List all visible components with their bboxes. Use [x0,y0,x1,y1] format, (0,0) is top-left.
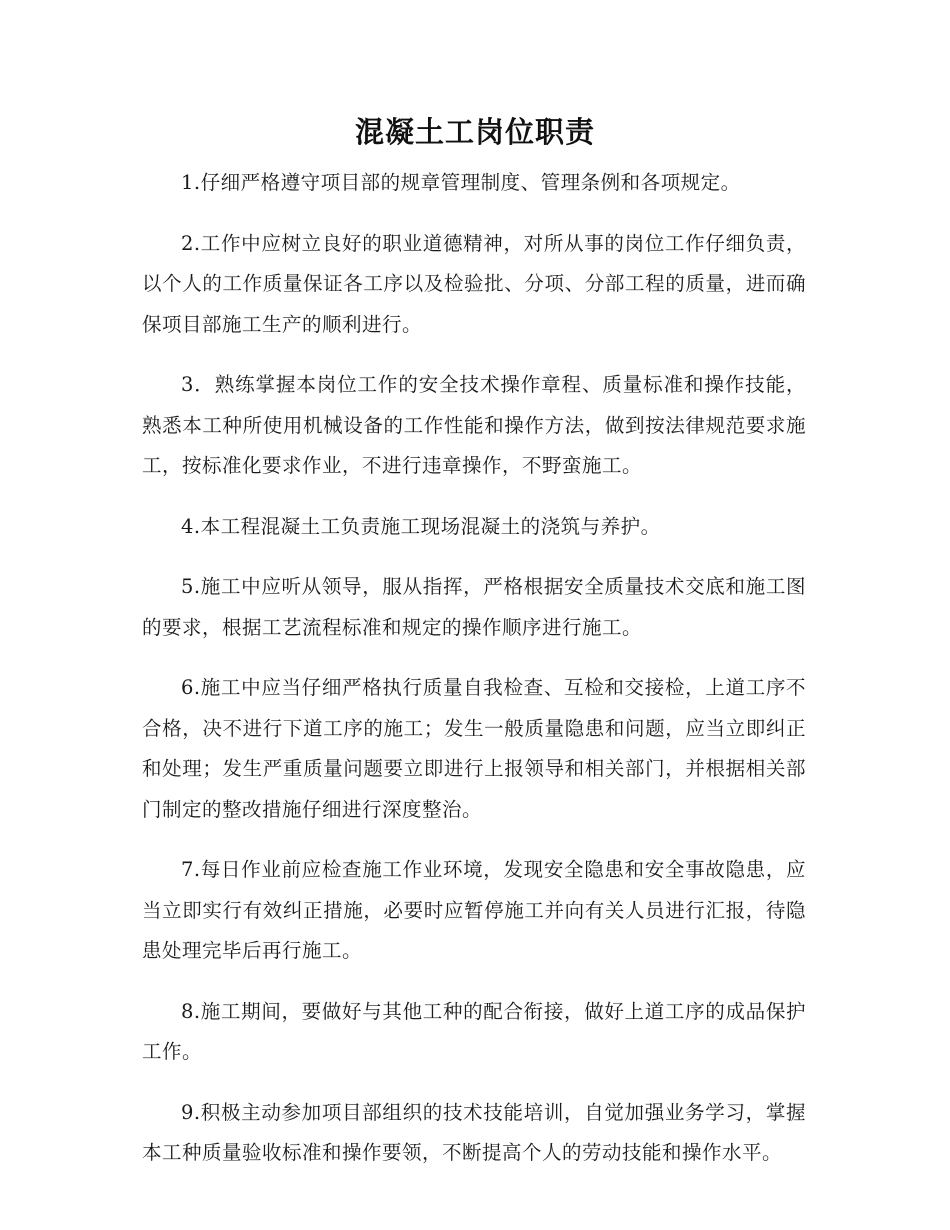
paragraph-7: 7.每日作业前应检查施工作业环境，发现安全隐患和安全事故隐患，应当立即实行有效纠正措施，必要时应暂停施工并向有关人员进行汇报，待隐患处理完毕后再行施工。 [142,858,806,962]
paragraph-5: 5.施工中应听从领导，服从指挥，严格根据安全质量技术交底和施工图的要求，根据工艺流程标准和规定的操作顺序进行施工。 [142,575,806,639]
paragraph-3: 3．熟练掌握本岗位工作的安全技术操作章程、质量标准和操作技能，熟悉本工种所使用机械设备的工作性能和操作方法，做到按法律规范要求施工，按标准化要求作业，不进行违章操作，不野蛮施工。 [142,373,806,477]
paragraph-1: 1.仔细严格遵守项目部的规章管理制度、管理条例和各项规定。 [181,171,741,194]
paragraph-8: 8.施工期间，要做好与其他工种的配合衔接，做好上道工序的成品保护工作。 [142,999,806,1063]
paragraph-6: 6.施工中应当仔细严格执行质量自我检查、互检和交接检，上道工序不合格，决不进行下道工序的施工；发生一般质量隐患和问题，应当立即纠正和处理；发生严重质量问题要立即进行上报领导和相关部门，并根据相关部门制定的整改措施仔细进行深度整治。 [142,676,806,821]
paragraph-2: 2.工作中应树立良好的职业道德精神，对所从事的岗位工作仔细负责，以个人的工作质量保证各工序以及检验批、分项、分部工程的质量，进而确保项目部施工生产的顺利进行。 [142,231,806,336]
document-title: 混凝土工岗位职责 [354,115,595,149]
paragraph-4: 4.本工程混凝土工负责施工现场混凝土的浇筑与养护。 [181,514,661,538]
document-body [142,163,806,1194]
paragraph-9: 9.积极主动参加项目部组织的技术技能培训，自觉加强业务学习，掌握本工种质量验收标准和操作要领，不断提高个人的劳动技能和操作水平。 [142,1100,806,1164]
